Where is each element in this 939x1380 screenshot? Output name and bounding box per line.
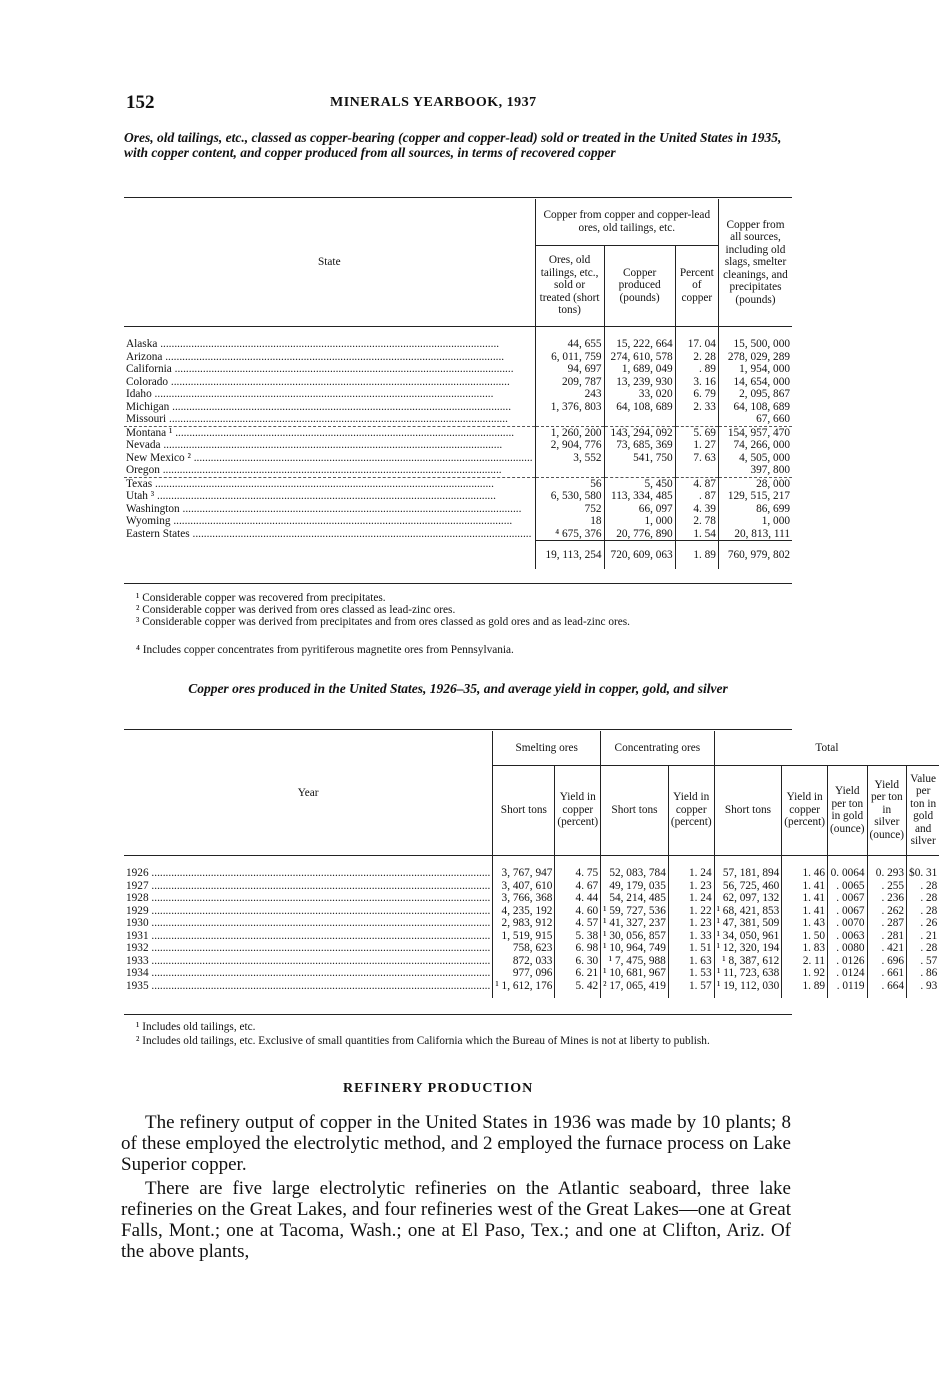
- table-row: [124, 401, 792, 414]
- th-yield-silver: Yield per ton in silver (ounce): [867, 765, 907, 855]
- cell-s-tons: 4, 235, 192: [493, 905, 555, 918]
- table-row: [124, 388, 792, 401]
- page-number: 152: [126, 92, 155, 113]
- all-sources-value: 15, 500, 000: [718, 338, 792, 351]
- cell-year: 1932 ........................................................................................................................: [126, 942, 491, 954]
- all-sources-value: 20, 813, 111: [718, 528, 792, 541]
- th-copper-produced: Copper produced (pounds): [604, 245, 675, 326]
- state-name: Texas ........................................................................................................................: [124, 477, 535, 490]
- cell-s-y: 6. 21: [555, 967, 601, 980]
- cell-c-tons: 49, 179, 035: [601, 880, 669, 893]
- table-row: [124, 490, 792, 503]
- cell-s-y: 5. 38: [555, 930, 601, 943]
- cell-t-tons: ¹ 47, 381, 509: [714, 917, 782, 930]
- cell-s-tons: 977, 096: [493, 967, 555, 980]
- copper-value: 274, 610, 578: [604, 351, 675, 364]
- table-row: [124, 528, 792, 541]
- table-row: [124, 351, 792, 364]
- percent-value: 7. 63: [675, 452, 718, 465]
- cell-gold: . 0065: [828, 880, 868, 893]
- all-sources-value: 64, 108, 689: [718, 401, 792, 414]
- table1-spacer-row: [124, 326, 792, 338]
- cell-t-tons: 62, 097, 132: [714, 892, 782, 905]
- copper-value: 541, 750: [604, 452, 675, 465]
- table-row: [124, 892, 939, 905]
- table-row: [124, 980, 939, 993]
- cell-t-y: 1. 41: [782, 880, 828, 893]
- cell-t-tons: 56, 725, 460: [714, 880, 782, 893]
- th-smelting-tons: Short tons: [493, 765, 555, 855]
- cell-c-tons: ¹ 10, 964, 749: [601, 942, 669, 955]
- total-copper: 720, 609, 063: [604, 541, 675, 569]
- cell-c-y: 1. 51: [668, 942, 714, 955]
- cell-gold: 0. 0064: [828, 867, 868, 880]
- table-row: [124, 880, 939, 893]
- running-title: MINERALS YEARBOOK, 1937: [330, 95, 537, 110]
- cell-c-y: 1. 57: [668, 980, 714, 993]
- cell-year: 1933 ........................................................................................................................: [126, 954, 491, 967]
- cell-s-y: 4. 60: [555, 905, 601, 918]
- cell-c-y: 1. 53: [668, 967, 714, 980]
- th-concentrating: Concentrating ores: [601, 731, 714, 765]
- all-sources-value: 1, 000: [718, 515, 792, 528]
- state-name: Eastern States ........................................................................................................................: [126, 527, 532, 540]
- table2-bottom-rule: [124, 1014, 792, 1015]
- cell-s-tons: 3, 766, 368: [493, 892, 555, 905]
- cell-year: 1927 ........................................................................................................................: [126, 879, 491, 892]
- cell-s-tons: 758, 623: [493, 942, 555, 955]
- percent-value: 1. 54: [675, 528, 718, 541]
- total-row: [124, 541, 792, 569]
- table-row: [124, 363, 792, 376]
- table1-top-rule: [124, 197, 792, 198]
- cell-gold: . 0070: [828, 917, 868, 930]
- ores-value: 243: [535, 388, 604, 401]
- cell-c-tons: ¹ 10, 681, 967: [601, 967, 669, 980]
- all-sources-value: 14, 654, 000: [718, 376, 792, 389]
- percent-value: 2. 28: [675, 351, 718, 364]
- ores-value: 2, 904, 776: [535, 439, 604, 452]
- state-name: Wyoming ........................................................................................................................: [126, 515, 513, 527]
- all-sources-value: 86, 699: [718, 503, 792, 516]
- paragraph-2: There are five large electrolytic refineries on the Atlantic seaboard, three lake refineries on the Great Lakes, and four refineries west of the Great Lakes—one at Great Falls, Mont.; one at Tacoma, Wash.; one at El Paso, Tex.; and one at Clifton, Ariz. Of the above plants,: [121, 1178, 791, 1262]
- state-name: Idaho ........................................................................................................................: [126, 388, 494, 400]
- cell-c-tons: ² 17, 065, 419: [601, 980, 669, 993]
- percent-value: . 87: [675, 490, 718, 503]
- all-sources-value: 74, 266, 000: [718, 439, 792, 452]
- cell-silver: . 696: [867, 955, 907, 968]
- percent-value: 4. 87: [675, 477, 718, 490]
- table-row: [124, 905, 939, 918]
- copper-value: 15, 222, 664: [604, 338, 675, 351]
- th-smelting: Smelting ores: [493, 731, 601, 765]
- cell-c-y: 1. 33: [668, 930, 714, 943]
- table1-bottom-rule: [124, 583, 792, 584]
- cell-value: . 86: [907, 967, 939, 980]
- th-copper-all-sources: Copper from all sources, including old slags, smelter cleanings, and precipitates (pounds): [718, 199, 792, 326]
- table1-footnote: ¹ Considerable copper was recovered from precipitates.: [136, 592, 386, 604]
- cell-s-y: 4. 67: [555, 880, 601, 893]
- table-row: [124, 439, 792, 452]
- state-name: Nevada ........................................................................................................................: [126, 439, 503, 451]
- state-name: New Mexico ² ........................................................................................................................: [126, 451, 533, 464]
- cell-c-y: 1. 23: [668, 917, 714, 930]
- cell-silver: . 236: [867, 892, 907, 905]
- copper-value: 73, 685, 369: [604, 439, 675, 452]
- table-row: [124, 955, 939, 968]
- cell-value: . 28: [907, 905, 939, 918]
- copper-by-state-table: [124, 199, 792, 569]
- percent-value: 5. 69: [675, 426, 718, 439]
- percent-value: 1. 27: [675, 439, 718, 452]
- percent-value: [675, 413, 718, 426]
- copper-value: 66, 097: [604, 503, 675, 516]
- state-name: Oregon ........................................................................................................................: [126, 464, 502, 476]
- cell-s-tons: 2, 983, 912: [493, 917, 555, 930]
- cell-year: 1934 ........................................................................................................................: [126, 967, 491, 979]
- table-row: [124, 515, 792, 528]
- copper-value: [604, 464, 675, 477]
- table1-footnote: ² Considerable copper was derived from ores classed as lead-zinc ores.: [136, 604, 456, 616]
- ores-value: 1, 376, 803: [535, 401, 604, 414]
- th-value: Value per ton in gold and silver: [907, 765, 939, 855]
- percent-value: 6. 79: [675, 388, 718, 401]
- cell-t-y: 1. 50: [782, 930, 828, 943]
- cell-gold: . 0126: [828, 955, 868, 968]
- all-sources-value: 28, 000: [718, 477, 792, 490]
- cell-t-tons: ¹ 68, 421, 853: [714, 905, 782, 918]
- cell-c-tons: 54, 214, 485: [601, 892, 669, 905]
- state-name: Michigan ........................................................................................................................: [126, 400, 512, 413]
- total-label-blank: [124, 541, 535, 569]
- ores-value: ⁴ 675, 376: [535, 528, 604, 541]
- ores-value: [535, 464, 604, 477]
- table-row: [124, 867, 939, 880]
- state-name: Arizona ........................................................................................................................: [126, 350, 505, 363]
- percent-value: 2. 33: [675, 401, 718, 414]
- cell-value: . 28: [907, 942, 939, 955]
- cell-s-y: 4. 75: [555, 867, 601, 880]
- cell-t-tons: ¹ 34, 050, 961: [714, 930, 782, 943]
- ores-value: 56: [535, 477, 604, 490]
- cell-year: 1930 ........................................................................................................................: [126, 917, 491, 929]
- cell-year: 1935 ........................................................................................................................: [126, 979, 491, 992]
- table2-body: [124, 855, 939, 998]
- percent-value: 17. 04: [675, 338, 718, 351]
- cell-gold: . 0067: [828, 905, 868, 918]
- ores-value: [535, 413, 604, 426]
- ores-value: 752: [535, 503, 604, 516]
- cell-t-y: 1. 43: [782, 917, 828, 930]
- percent-value: [675, 464, 718, 477]
- th-year: Year: [124, 731, 493, 855]
- cell-c-tons: ¹ 41, 327, 237: [601, 917, 669, 930]
- cell-s-tons: 1, 519, 915: [493, 930, 555, 943]
- cell-c-y: 1. 63: [668, 955, 714, 968]
- cell-t-y: 1. 41: [782, 905, 828, 918]
- cell-s-tons: 3, 767, 947: [493, 867, 555, 880]
- cell-c-y: 1. 23: [668, 880, 714, 893]
- all-sources-value: 4, 505, 000: [718, 452, 792, 465]
- table2-end-spacer: [124, 992, 939, 998]
- th-total-yield: Yield in copper (percent): [782, 765, 828, 855]
- table-row: [124, 503, 792, 516]
- section-heading: REFINERY PRODUCTION: [343, 1081, 534, 1096]
- cell-s-y: 5. 42: [555, 980, 601, 993]
- cell-s-y: 4. 44: [555, 892, 601, 905]
- cell-gold: . 0063: [828, 930, 868, 943]
- total-ores: 19, 113, 254: [535, 541, 604, 569]
- all-sources-value: 1, 954, 000: [718, 363, 792, 376]
- cell-silver: . 287: [867, 917, 907, 930]
- th-ores: Ores, old tailings, etc., sold or treated (short tons): [535, 245, 604, 326]
- ores-value: 6, 530, 580: [535, 490, 604, 503]
- cell-c-tons: ¹ 59, 727, 536: [601, 905, 669, 918]
- cell-t-tons: ¹ 19, 112, 030: [714, 980, 782, 993]
- table-row: [124, 426, 792, 439]
- cell-silver: . 421: [867, 942, 907, 955]
- table-row: [124, 464, 792, 477]
- table2-spacer-row: [124, 855, 939, 867]
- table2-footnote: ¹ Includes old tailings, etc.: [136, 1021, 256, 1033]
- cell-c-y: 1. 24: [668, 867, 714, 880]
- ores-value: 6, 011, 759: [535, 351, 604, 364]
- table-row: [124, 942, 939, 955]
- cell-t-y: 2. 11: [782, 955, 828, 968]
- cell-value: . 93: [907, 980, 939, 993]
- total-pct: 1. 89: [675, 541, 718, 569]
- copper-ore-yield-table: [124, 731, 939, 998]
- table-row: [124, 930, 939, 943]
- copper-value: 64, 108, 689: [604, 401, 675, 414]
- cell-s-y: 6. 98: [555, 942, 601, 955]
- cell-value: . 26: [907, 917, 939, 930]
- cell-silver: 0. 293: [867, 867, 907, 880]
- cell-s-tons: ¹ 1, 612, 176: [493, 980, 555, 993]
- th-concentrating-yield: Yield in copper (percent): [668, 765, 714, 855]
- table2-top-rule: [124, 729, 792, 730]
- copper-value: 1, 689, 049: [604, 363, 675, 376]
- cell-t-tons: ¹ 11, 723, 638: [714, 967, 782, 980]
- cell-t-y: 1. 46: [782, 867, 828, 880]
- state-name: Alaska ........................................................................................................................: [126, 338, 500, 350]
- cell-c-y: 1. 24: [668, 892, 714, 905]
- copper-value: 113, 334, 485: [604, 490, 675, 503]
- ores-value: 44, 655: [535, 338, 604, 351]
- cell-t-tons: 57, 181, 894: [714, 867, 782, 880]
- cell-t-y: 1. 41: [782, 892, 828, 905]
- percent-value: 3. 16: [675, 376, 718, 389]
- copper-value: 20, 776, 890: [604, 528, 675, 541]
- table1-caption: Ores, old tailings, etc., classed as copper-bearing (copper and copper-lead) sold or treated in the United States in 1935, with copper content, and copper produced from all sources, in terms of recovered copper: [124, 130, 782, 160]
- cell-year: 1928 ........................................................................................................................: [126, 892, 491, 904]
- cell-c-tons: ¹ 30, 056, 857: [601, 930, 669, 943]
- cell-gold: . 0080: [828, 942, 868, 955]
- th-group-copper-ores: Copper from copper and copper-lead ores, old tailings, etc.: [535, 199, 718, 245]
- cell-gold: . 0119: [828, 980, 868, 993]
- copper-value: 5, 450: [604, 477, 675, 490]
- cell-t-y: 1. 83: [782, 942, 828, 955]
- cell-c-tons: 52, 083, 784: [601, 867, 669, 880]
- copper-value: 33, 020: [604, 388, 675, 401]
- ores-value: 94, 697: [535, 363, 604, 376]
- ores-value: 209, 787: [535, 376, 604, 389]
- paragraph-1: The refinery output of copper in the United States in 1936 was made by 10 plants; 8 of these employed the electrolytic method, and 2 employed the furnace process on Lake Superior copper.: [121, 1112, 791, 1175]
- cell-value: . 21: [907, 930, 939, 943]
- table2-footnote: ² Includes old tailings, etc. Exclusive of small quantities from California which the Bureau of Mines is not at liberty to publish.: [136, 1035, 710, 1047]
- table-row: [124, 452, 792, 465]
- state-name: Washington ........................................................................................................................: [126, 502, 522, 515]
- cell-year: 1931 ........................................................................................................................: [126, 929, 491, 942]
- percent-value: . 89: [675, 363, 718, 376]
- cell-silver: . 661: [867, 967, 907, 980]
- table1-footnote: ⁴ Includes copper concentrates from pyritiferous magnetite ores from Pennsylvania.: [136, 644, 514, 656]
- cell-s-y: 4. 57: [555, 917, 601, 930]
- ores-value: 1, 260, 200: [535, 426, 604, 439]
- copper-value: [604, 413, 675, 426]
- th-percent-copper: Percent of copper: [675, 245, 718, 326]
- th-concentrating-tons: Short tons: [601, 765, 669, 855]
- all-sources-value: 67, 660: [718, 413, 792, 426]
- cell-year: 1926 ........................................................................................................................: [126, 867, 491, 879]
- cell-s-tons: 872, 033: [493, 955, 555, 968]
- state-name: Missouri ........................................................................................................................: [126, 413, 508, 425]
- th-smelting-yield: Yield in copper (percent): [555, 765, 601, 855]
- cell-silver: . 262: [867, 905, 907, 918]
- all-sources-value: 154, 957, 470: [718, 426, 792, 439]
- cell-t-y: 1. 92: [782, 967, 828, 980]
- cell-gold: . 0124: [828, 967, 868, 980]
- ores-value: 3, 552: [535, 452, 604, 465]
- table1-footnote: ³ Considerable copper was derived from precipitates and from ores classed as gold ores and as lead-zinc ores.: [136, 616, 630, 628]
- table-row: [124, 967, 939, 980]
- cell-value: . 57: [907, 955, 939, 968]
- cell-gold: . 0067: [828, 892, 868, 905]
- total-all: 760, 979, 802: [718, 541, 792, 569]
- percent-value: 2. 78: [675, 515, 718, 528]
- all-sources-value: 2, 095, 867: [718, 388, 792, 401]
- table-row: [124, 477, 792, 490]
- copper-value: 13, 239, 930: [604, 376, 675, 389]
- cell-value: . 28: [907, 880, 939, 893]
- cell-t-tons: ¹ 12, 320, 194: [714, 942, 782, 955]
- table1-body: [124, 326, 792, 569]
- table-row: [124, 413, 792, 426]
- cell-c-tons: ¹ 7, 475, 988: [601, 955, 669, 968]
- cell-s-tons: 3, 407, 610: [493, 880, 555, 893]
- th-total-tons: Short tons: [714, 765, 782, 855]
- table-row: [124, 376, 792, 389]
- table2-caption: Copper ores produced in the United States, 1926–35, and average yield in copper, gold, and silver: [188, 681, 728, 696]
- cell-year: 1929 ........................................................................................................................: [126, 904, 491, 917]
- state-name: Montana ¹ ........................................................................................................................: [124, 426, 535, 439]
- cell-s-y: 6. 30: [555, 955, 601, 968]
- cell-t-y: 1. 89: [782, 980, 828, 993]
- ores-value: 18: [535, 515, 604, 528]
- table-row: [124, 917, 939, 930]
- cell-silver: . 255: [867, 880, 907, 893]
- cell-t-tons: ¹ 8, 387, 612: [714, 955, 782, 968]
- all-sources-value: 129, 515, 217: [718, 490, 792, 503]
- state-name: California ........................................................................................................................: [126, 363, 514, 375]
- th-state: State: [124, 199, 535, 326]
- cell-value: $0. 31: [907, 867, 939, 880]
- all-sources-value: 278, 029, 289: [718, 351, 792, 364]
- th-yield-gold: Yield per ton in gold (ounce): [828, 765, 868, 855]
- copper-value: 1, 000: [604, 515, 675, 528]
- percent-value: 4. 39: [675, 503, 718, 516]
- th-total: Total: [714, 731, 939, 765]
- cell-c-y: 1. 22: [668, 905, 714, 918]
- state-name: Utah ³ ........................................................................................................................: [126, 490, 496, 502]
- cell-silver: . 281: [867, 930, 907, 943]
- state-name: Colorado ........................................................................................................................: [126, 375, 510, 388]
- copper-value: 143, 294, 092: [604, 426, 675, 439]
- all-sources-value: 397, 800: [718, 464, 792, 477]
- table-row: [124, 338, 792, 351]
- cell-value: . 28: [907, 892, 939, 905]
- cell-silver: . 664: [867, 980, 907, 993]
